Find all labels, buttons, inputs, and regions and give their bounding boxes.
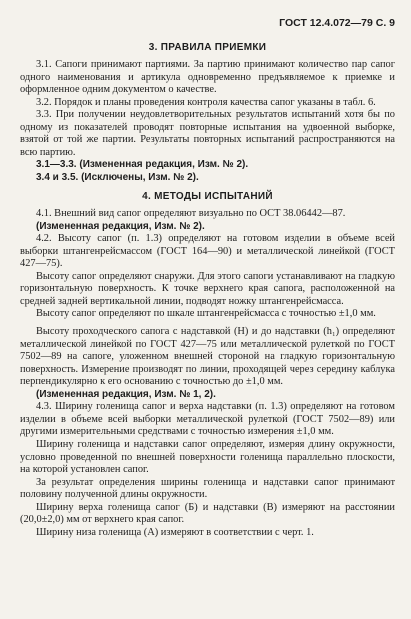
section-3-heading: 3. ПРАВИЛА ПРИЕМКИ: [148, 41, 267, 53]
paragraph-4-3-result: За результат определения ширины голенища и надставки сапог принимают половину полученной длины окружности.: [20, 476, 395, 501]
paragraph-4-2: 4.2. Высоту сапог (п. 1.3) определяют на готовом изделии в объеме всей выборки штангенрейсмассом (ГОСТ 164—90) и металлической линейкой (ГОСТ 427—75).: [20, 233, 395, 270]
paragraph-4-3-circumference: Ширину голенища и надставки сапог определяют, измеряя длину окружности, условно проведенной по внешней поверхности голенища параллельно плоскости, на которой установлен сапог.: [20, 438, 395, 476]
amendment-note-4-2: (Измененная редакция, Изм. № 1, 2).: [36, 388, 216, 400]
paragraph-4-1: 4.1. Внешний вид сапог определяют визуально по ОСТ 38.06442—87.: [36, 208, 346, 220]
paragraph-3-3: 3.3. При получении неудовлетворительных результатов испытаний хотя бы по одному из показателей проводят повторные испытания на удвоенной выборке, взятой от той же партии. Результаты повторных испытаний распространяются на всю партию.: [20, 109, 395, 158]
paragraph-4-3-bottom-width: Ширину низа голенища (А) измеряют в соответствии с черт. 1.: [36, 526, 314, 538]
amendment-note-4-1: (Измененная редакция, Изм. № 2).: [36, 220, 205, 232]
section-4-heading: 4. МЕТОДЫ ИСПЫТАНИЙ: [142, 190, 273, 202]
amendment-note-3-1: 3.1—3.3. (Измененная редакция, Изм. № 2).: [36, 159, 249, 171]
paragraph-3-1: 3.1. Сапоги принимают партиями. За партию принимают количество пар сапог одного наименования и артикула одновременно предъявляемое к приемке и оформленное одним документом о качестве.: [20, 59, 395, 96]
paragraph-3-2: 3.2. Порядок и планы проведения контроля качества сапог указаны в табл. 6.: [36, 96, 376, 108]
paragraph-4-3: 4.3. Ширину голенища сапог и верха надставки (п. 1.3) определяют на готовом изделии в объеме всей выборки металлической рулеткой (ГОСТ 7502—89) или другими измерительными средствами с точностью измерения ±1,0 мм.: [20, 401, 395, 438]
amendment-note-3-4: 3.4 и 3.5. (Исключены, Изм. № 2).: [36, 172, 199, 184]
paragraph-4-2-accuracy: Высоту сапог определяют по шкале штангенрейсмасса с точностью ±1,0 мм.: [36, 308, 376, 320]
page-header: ГОСТ 12.4.072—79 С. 9: [279, 17, 395, 29]
paragraph-4-3-top-width: Ширину верха голенища сапог (Б) и надставки (В) измеряют на расстоянии (20,0±2,0) мм от верхнего края сапог.: [20, 501, 395, 526]
paragraph-4-2-mining-boot: Высоту проходческого сапога с надставкой (H) и до надставки (h₁) определяют металлической линейкой по ГОСТ 427—75 или металлической рулеткой по ГОСТ 7502—89 на сапоге, уложенном внешней стороной на гладкую горизонтальную поверхность. Измерение производят по линии, проходящей через середину каблука перпендикулярно к его основанию с точностью до ±1,0 мм.: [20, 326, 395, 388]
paragraph-4-2-outside: Высоту сапог определяют снаружи. Для этого сапоги устанавливают на гладкую горизонтальную поверхность. К точке верхнего края сапога, расположенной на средней задней вертикальной линии, подводят ножку штангенрейсмасса.: [20, 270, 395, 307]
